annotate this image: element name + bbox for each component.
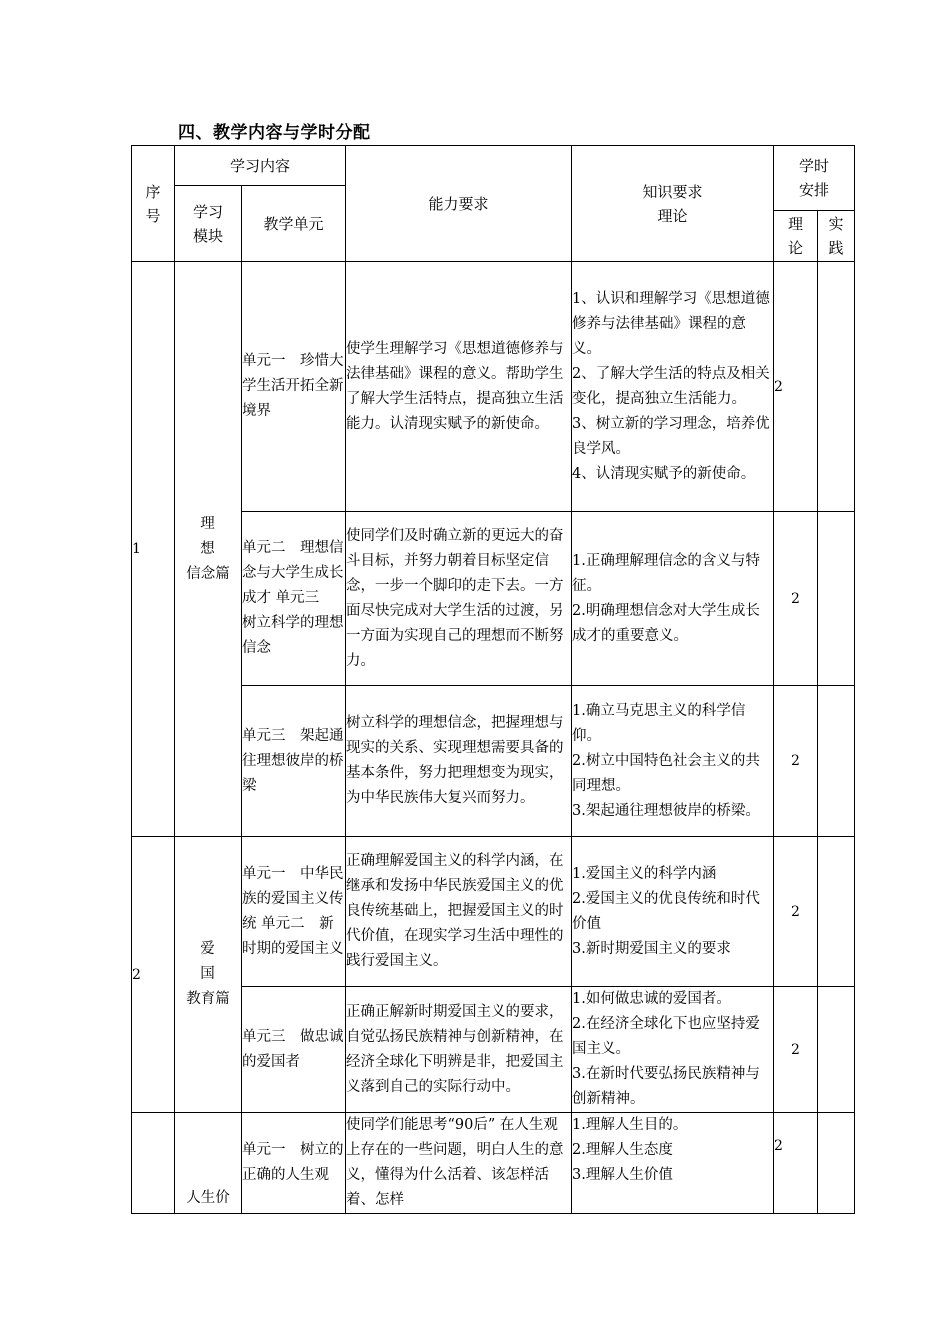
module-cell: 人生价	[175, 1113, 242, 1214]
header-ability: 能力要求	[346, 146, 572, 262]
theory-hours-cell: 2	[774, 1113, 818, 1214]
practice-hours-cell	[818, 686, 855, 837]
header-seq: 序 号	[132, 146, 175, 262]
unit-cell: 单元三 架起通往理想彼岸的桥梁	[242, 686, 346, 837]
seq-cell: 1	[132, 262, 175, 837]
knowledge-cell: 1、认识和理解学习《思想道德修养与法律基础》课程的意义。 2、了解大学生活的特点及相关变化，提高独立生活能力。 3、树立新的学习理念，培养优良学风。 4、认清现实赋予的新使命。	[572, 262, 774, 512]
table-row	[132, 262, 855, 512]
practice-hours-cell	[818, 837, 855, 987]
knowledge-cell: 1.爱国主义的科学内涵 2.爱国主义的优良传统和时代价值 3.新时期爱国主义的要求	[572, 837, 774, 987]
theory-hours-cell: 2	[774, 837, 818, 987]
ability-cell: 使学生理解学习《思想道德修养与法律基础》课程的意义。帮助学生了解大学生活特点，提高独立生活能力。认清现实赋予的新使命。	[346, 262, 572, 512]
ability-cell: 使同学们能思考“90后” 在人生观上存在的一些问题，明白人生的意义，懂得为什么活着、该怎样活着、怎样	[346, 1113, 572, 1214]
unit-cell: 单元三 做忠诚的爱国者	[242, 987, 346, 1113]
practice-hours-cell	[818, 1113, 855, 1214]
module-cell: 爱 国 教育篇	[175, 837, 242, 1113]
module-cell: 理 想 信念篇	[175, 262, 242, 837]
table-row	[132, 1113, 855, 1214]
header-knowledge: 知识要求 理论	[572, 146, 774, 262]
practice-hours-cell	[818, 262, 855, 512]
table-row	[132, 837, 855, 987]
theory-hours-cell: 2	[774, 686, 818, 837]
section-heading: 四、教学内容与学时分配	[178, 123, 371, 143]
teaching-content-table	[131, 145, 855, 1214]
header-module: 学习 模块	[175, 186, 242, 262]
header-hours: 学时 安排	[774, 146, 855, 211]
header-theory: 理 论	[774, 211, 818, 262]
practice-hours-cell	[818, 512, 855, 686]
seq-cell: 2	[132, 837, 175, 1113]
ability-cell: 正确理解爱国主义的科学内涵，在继承和发扬中华民族爱国主义的优良传统基础上，把握爱国主义的时代价值，在现实学习生活中理性的践行爱国主义。	[346, 837, 572, 987]
ability-cell: 正确正解新时期爱国主义的要求，自觉弘扬民族精神与创新精神，在经济全球化下明辨是非，把爱国主义落到自己的实际行动中。	[346, 987, 572, 1113]
unit-cell: 单元一 中华民族的爱国主义传统 单元二 新时期的爱国主义	[242, 837, 346, 987]
unit-cell: 单元一 树立的正确的人生观	[242, 1113, 346, 1214]
seq-cell	[132, 1113, 175, 1214]
knowledge-cell: 1.如何做忠诚的爱国者。 2.在经济全球化下也应坚持爱国主义。 3.在新时代要弘扬民族精神与创新精神。	[572, 987, 774, 1113]
theory-hours-cell: 2	[774, 512, 818, 686]
knowledge-cell: 1.正确理解理信念的含义与特征。 2.明确理想信念对大学生成长成才的重要意义。	[572, 512, 774, 686]
ability-cell: 使同学们及时确立新的更远大的奋斗目标，并努力朝着目标坚定信念，一步一个脚印的走下去。一方面尽快完成对大学生活的过渡，另一方面为实现自己的理想而不断努力。	[346, 512, 572, 686]
knowledge-cell: 1.理解人生目的。 2.理解人生态度 3.理解人生价值	[572, 1113, 774, 1214]
header-unit: 教学单元	[242, 186, 346, 262]
theory-hours-cell: 2	[774, 262, 818, 512]
theory-hours-cell: 2	[774, 987, 818, 1113]
knowledge-cell: 1.确立马克思主义的科学信仰。 2.树立中国特色社会主义的共同理想。 3.架起通往理想彼岸的桥梁。	[572, 686, 774, 837]
ability-cell: 树立科学的理想信念，把握理想与现实的关系、实现理想需要具备的基本条件，努力把理想变为现实，为中华民族伟大复兴而努力。	[346, 686, 572, 837]
header-learning-content: 学习内容	[175, 146, 346, 186]
practice-hours-cell	[818, 987, 855, 1113]
unit-cell: 单元二 理想信念与大学生成长成才 单元三 树立科学的理想信念	[242, 512, 346, 686]
unit-cell: 单元一 珍惜大学生活开拓全新境界	[242, 262, 346, 512]
header-practice: 实 践	[818, 211, 855, 262]
